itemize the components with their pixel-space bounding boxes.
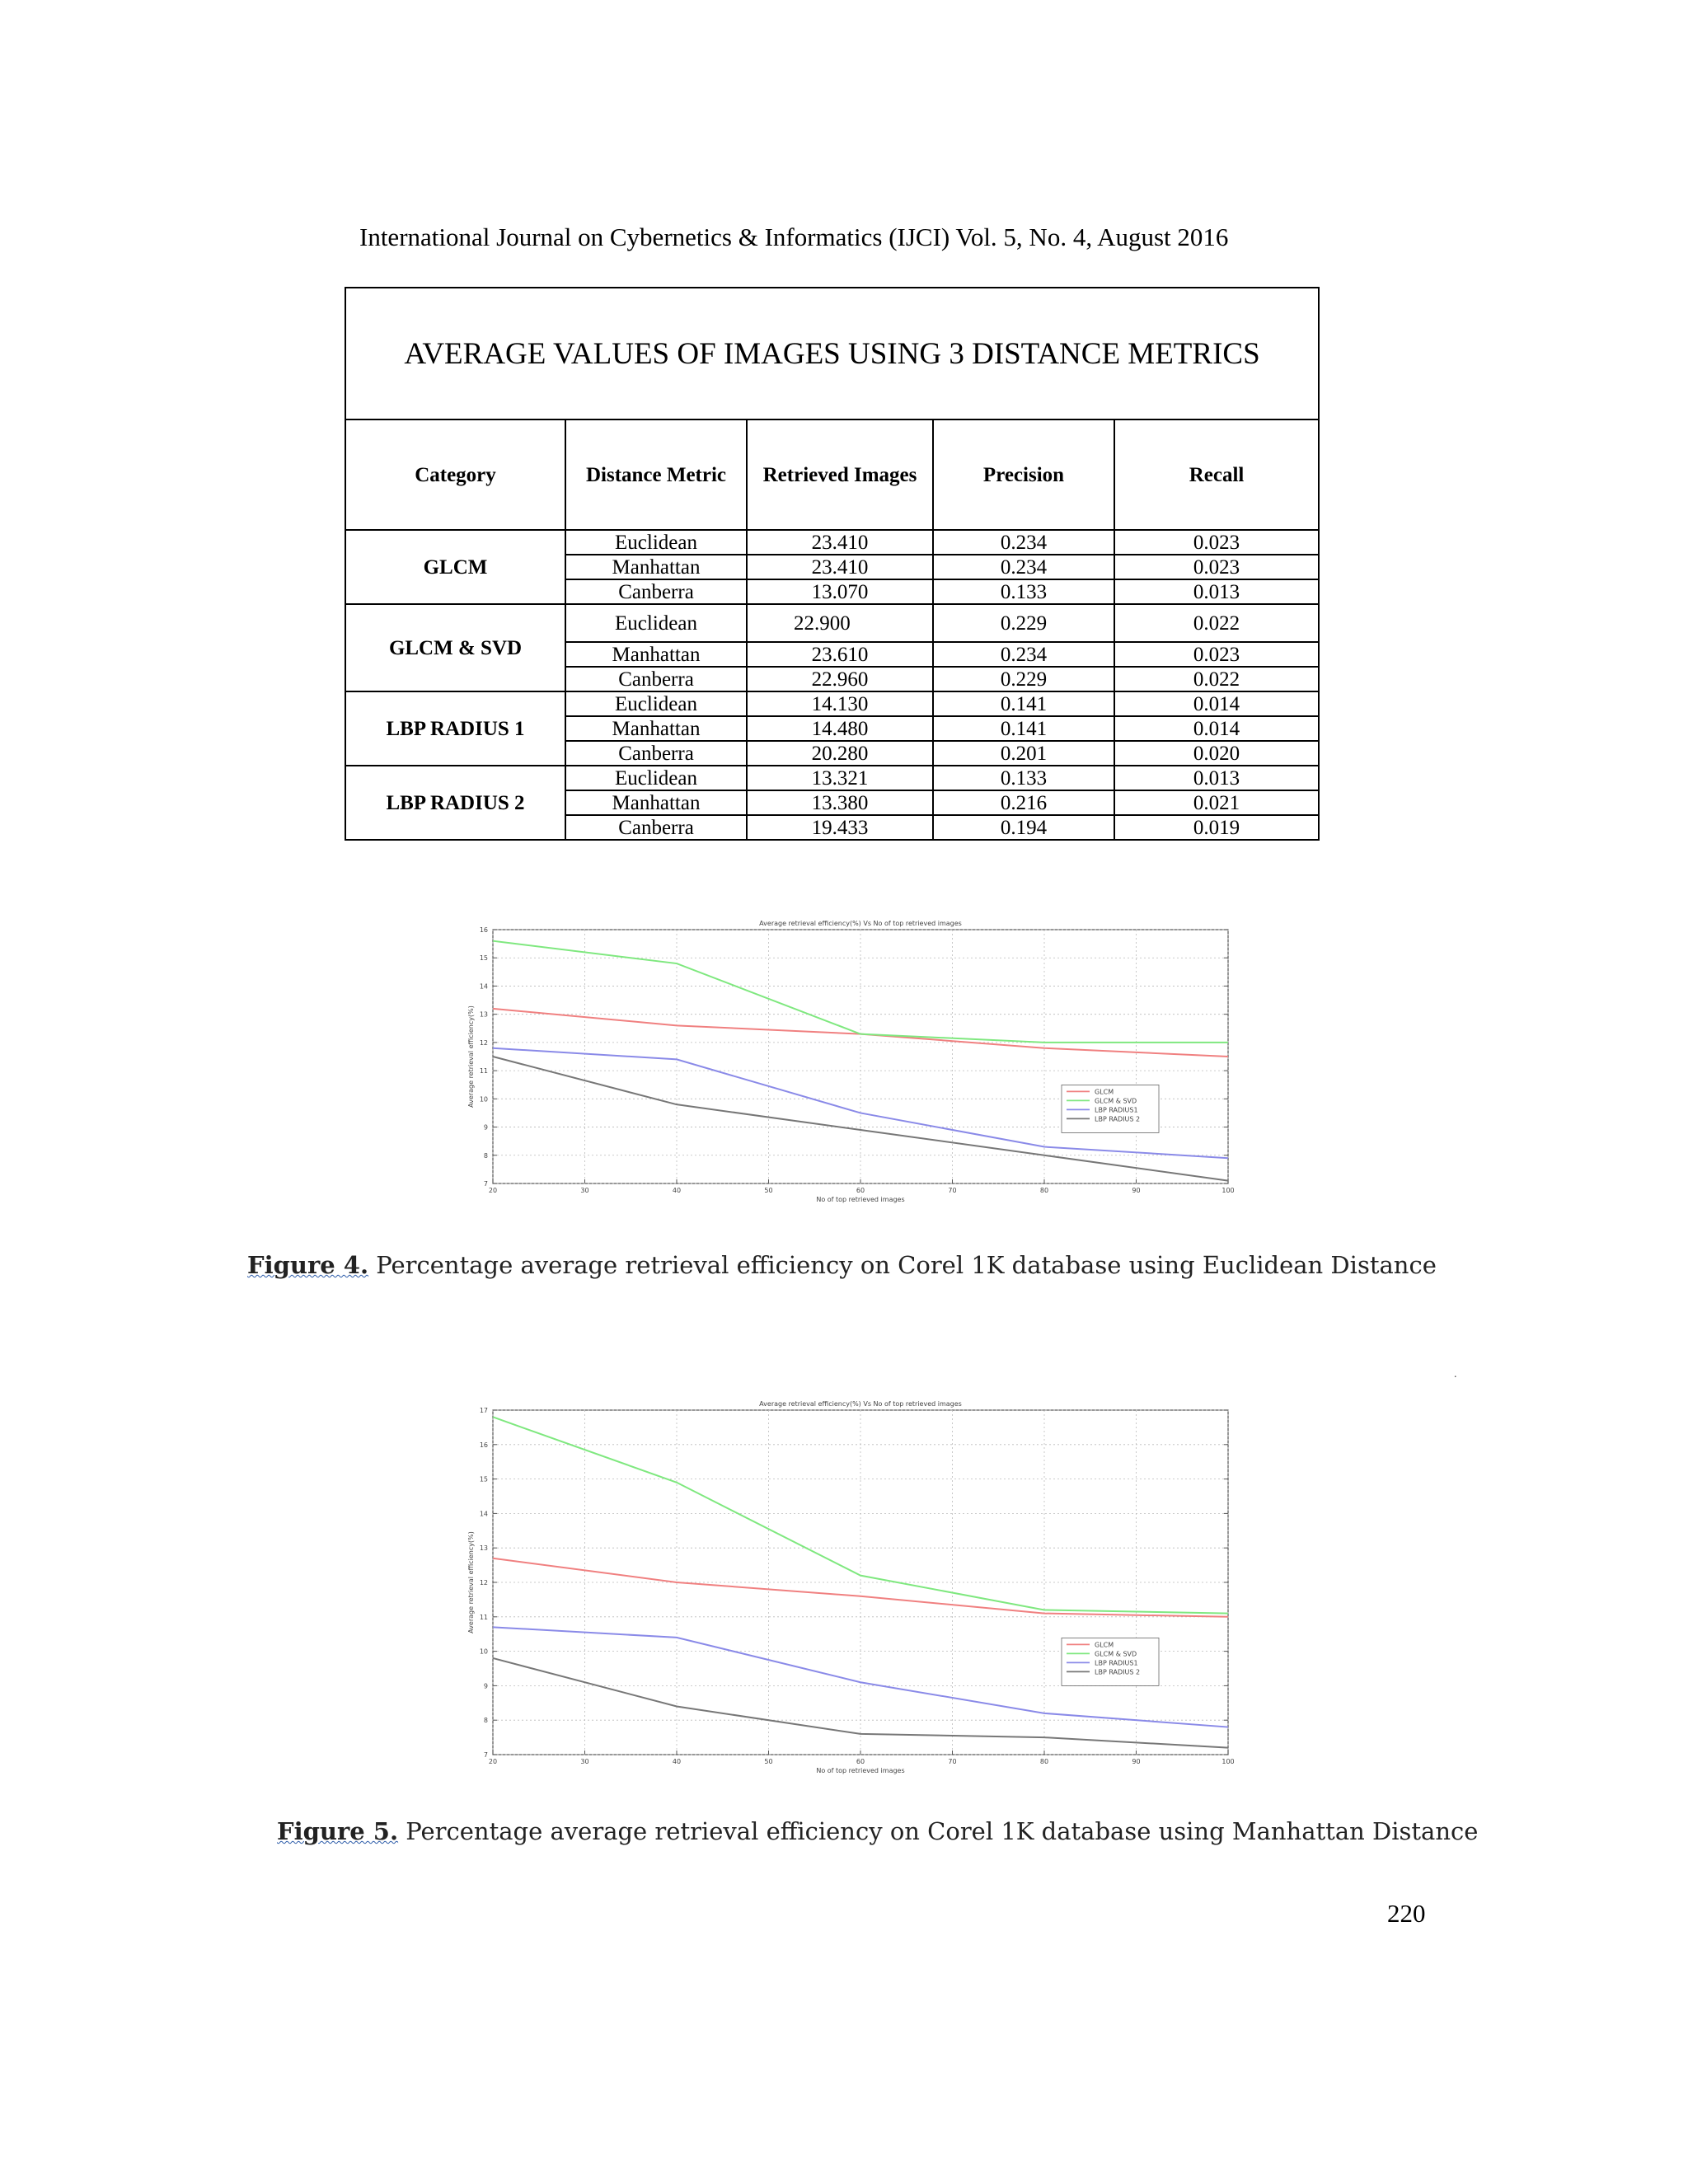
- fig5-y-tick-label: 11: [479, 1613, 488, 1621]
- column-header: Category: [345, 419, 565, 530]
- table-cell: 0.234: [933, 555, 1114, 579]
- column-header: Retrieved Images: [747, 419, 933, 530]
- table-cell: Canberra: [565, 815, 747, 840]
- fig4-legend-label: GLCM: [1095, 1088, 1114, 1096]
- fig5-y-tick-label: 7: [483, 1751, 488, 1759]
- fig5-x-tick-label: 20: [488, 1758, 498, 1765]
- fig4-x-tick-label: 70: [948, 1187, 957, 1194]
- table-cell: Manhattan: [565, 716, 747, 741]
- table-cell: 13.380: [747, 790, 933, 815]
- figure5-caption-text: Percentage average retrieval efficiency on Corel 1K database using Manhattan Distance: [398, 1817, 1479, 1845]
- fig4-title: Average retrieval efficiency(%) Vs No of top retrieved images: [759, 920, 962, 927]
- table-cell: 0.023: [1114, 555, 1319, 579]
- fig4-x-tick-label: 80: [1039, 1187, 1049, 1194]
- table-cell: 0.201: [933, 741, 1114, 766]
- fig4-y-tick-label: 7: [483, 1180, 488, 1188]
- table-cell: Canberra: [565, 579, 747, 604]
- fig4-x-tick-label: 100: [1221, 1187, 1235, 1194]
- category-cell: GLCM: [345, 530, 565, 604]
- fig5-legend-label: GLCM & SVD: [1095, 1650, 1137, 1658]
- table-cell: Euclidean: [565, 691, 747, 716]
- table-cell: 0.133: [933, 766, 1114, 790]
- fig5-y-tick-label: 17: [479, 1407, 488, 1414]
- table-cell: 0.019: [1114, 815, 1319, 840]
- table-cell: 0.020: [1114, 741, 1319, 766]
- table-cell: Euclidean: [565, 604, 747, 642]
- page-number: 220: [1387, 1899, 1426, 1928]
- table-cell: 22.900: [747, 604, 933, 642]
- table-cell: Manhattan: [565, 642, 747, 667]
- fig4-y-tick-label: 12: [479, 1038, 488, 1047]
- fig4-y-tick-label: 10: [479, 1095, 488, 1104]
- fig4-y-tick-label: 11: [479, 1067, 488, 1076]
- fig5-y-tick-label: 8: [483, 1717, 488, 1725]
- fig4-x-tick-label: 40: [672, 1187, 682, 1194]
- table-cell: 0.229: [933, 667, 1114, 691]
- table-cell: 0.194: [933, 815, 1114, 840]
- figure5-caption: [277, 1817, 1478, 1845]
- column-header: Recall: [1114, 419, 1319, 530]
- table-cell: Euclidean: [565, 766, 747, 790]
- fig5-y-tick-label: 10: [479, 1647, 488, 1656]
- fig4-y-tick-label: 9: [483, 1123, 488, 1132]
- table-cell: 0.234: [933, 530, 1114, 555]
- fig5-legend-label: GLCM: [1095, 1641, 1114, 1649]
- fig4-y-tick-label: 8: [483, 1151, 488, 1160]
- column-header: Distance Metric: [565, 419, 747, 530]
- figure5-svg: [462, 1397, 1253, 1784]
- table-cell: 23.410: [747, 555, 933, 579]
- fig4-y-tick-label: 14: [479, 982, 488, 991]
- fig5-x-tick-label: 80: [1039, 1758, 1049, 1765]
- table-cell: 20.280: [747, 741, 933, 766]
- fig5-x-label: No of top retrieved images: [816, 1767, 905, 1774]
- table-cell: 0.014: [1114, 716, 1319, 741]
- fig5-y-tick-label: 9: [483, 1682, 488, 1690]
- fig5-legend-label: LBP RADIUS 2: [1095, 1668, 1141, 1676]
- table-cell: 14.130: [747, 691, 933, 716]
- figure4-label: Figure 4.: [247, 1251, 369, 1279]
- table-cell: Euclidean: [565, 530, 747, 555]
- fig4-x-tick-label: 30: [580, 1187, 589, 1194]
- fig4-y-tick-label: 15: [479, 954, 488, 963]
- table-cell: 0.133: [933, 579, 1114, 604]
- table-cell: 0.023: [1114, 530, 1319, 555]
- table-cell: 0.013: [1114, 579, 1319, 604]
- table-cell: 0.022: [1114, 667, 1319, 691]
- table-row: [345, 766, 1319, 790]
- table-cell: 14.480: [747, 716, 933, 741]
- fig5-x-tick-label: 30: [580, 1758, 589, 1765]
- table-cell: 23.610: [747, 642, 933, 667]
- fig5-x-tick-label: 70: [948, 1758, 957, 1765]
- table-cell: Canberra: [565, 667, 747, 691]
- fig4-y-label: Average retrieval efficiency(%): [467, 1005, 475, 1108]
- fig4-x-tick-label: 60: [856, 1187, 865, 1194]
- figure4-caption-text: Percentage average retrieval efficiency on Corel 1K database using Euclidean Distance: [368, 1251, 1437, 1279]
- fig4-y-tick-label: 13: [479, 1010, 488, 1019]
- table-cell: 13.070: [747, 579, 933, 604]
- figure4-svg: [462, 916, 1253, 1213]
- fig5-y-tick-label: 13: [479, 1544, 488, 1553]
- fig4-legend-label: LBP RADIUS1: [1095, 1106, 1138, 1114]
- fig4-x-tick-label: 20: [488, 1187, 498, 1194]
- fig4-x-tick-label: 50: [764, 1187, 773, 1194]
- fig4-y-tick-label: 16: [479, 926, 488, 934]
- fig5-x-tick-label: 60: [856, 1758, 865, 1765]
- category-cell: GLCM & SVD: [345, 604, 565, 691]
- table-cell: 0.216: [933, 790, 1114, 815]
- journal-header: International Journal on Cybernetics & Informatics (IJCI) Vol. 5, No. 4, August 2016: [359, 223, 1229, 251]
- fig5-x-tick-label: 90: [1132, 1758, 1141, 1765]
- fig4-x-tick-label: 90: [1132, 1187, 1141, 1194]
- table-cell: 0.229: [933, 604, 1114, 642]
- fig4-legend-label: GLCM & SVD: [1095, 1097, 1137, 1105]
- figure4-caption: [247, 1251, 1437, 1279]
- fig5-legend-label: LBP RADIUS1: [1095, 1659, 1138, 1667]
- table-cell: 0.022: [1114, 604, 1319, 642]
- table-row: [345, 691, 1319, 716]
- metrics-table: [345, 287, 1320, 841]
- fig5-x-tick-label: 100: [1221, 1758, 1235, 1765]
- table-cell: Manhattan: [565, 555, 747, 579]
- table-cell: Manhattan: [565, 790, 747, 815]
- table-cell: 0.013: [1114, 766, 1319, 790]
- figure4-chart: [462, 916, 1253, 1213]
- stray-dot: .: [1454, 1368, 1457, 1380]
- table-cell: 0.141: [933, 716, 1114, 741]
- fig5-y-tick-label: 15: [479, 1475, 488, 1483]
- table-cell: 0.021: [1114, 790, 1319, 815]
- table-cell: 0.014: [1114, 691, 1319, 716]
- fig5-y-tick-label: 12: [479, 1579, 488, 1586]
- table-row: [345, 604, 1319, 642]
- fig5-title: Average retrieval efficiency(%) Vs No of top retrieved images: [759, 1400, 962, 1408]
- table-cell: 0.141: [933, 691, 1114, 716]
- fig5-y-tick-label: 16: [479, 1441, 488, 1449]
- figure5-chart: [462, 1397, 1253, 1784]
- table-cell: 0.023: [1114, 642, 1319, 667]
- fig4-x-label: No of top retrieved images: [816, 1196, 905, 1203]
- table-cell: Canberra: [565, 741, 747, 766]
- fig5-x-tick-label: 50: [764, 1758, 773, 1765]
- table-title: AVERAGE VALUES OF IMAGES USING 3 DISTANCE METRICS: [345, 288, 1319, 419]
- figure5-label: Figure 5.: [277, 1817, 399, 1845]
- table-cell: 23.410: [747, 530, 933, 555]
- fig5-y-tick-label: 14: [479, 1510, 488, 1518]
- table-cell: 13.321: [747, 766, 933, 790]
- fig5-y-label: Average retrieval efficiency(%): [467, 1531, 475, 1633]
- table-row: [345, 530, 1319, 555]
- fig5-x-tick-label: 40: [672, 1758, 682, 1765]
- table-cell: 19.433: [747, 815, 933, 840]
- column-header: Precision: [933, 419, 1114, 530]
- category-cell: LBP RADIUS 1: [345, 691, 565, 766]
- category-cell: LBP RADIUS 2: [345, 766, 565, 840]
- fig4-legend-label: LBP RADIUS 2: [1095, 1115, 1141, 1123]
- table-cell: 0.234: [933, 642, 1114, 667]
- table-cell: 22.960: [747, 667, 933, 691]
